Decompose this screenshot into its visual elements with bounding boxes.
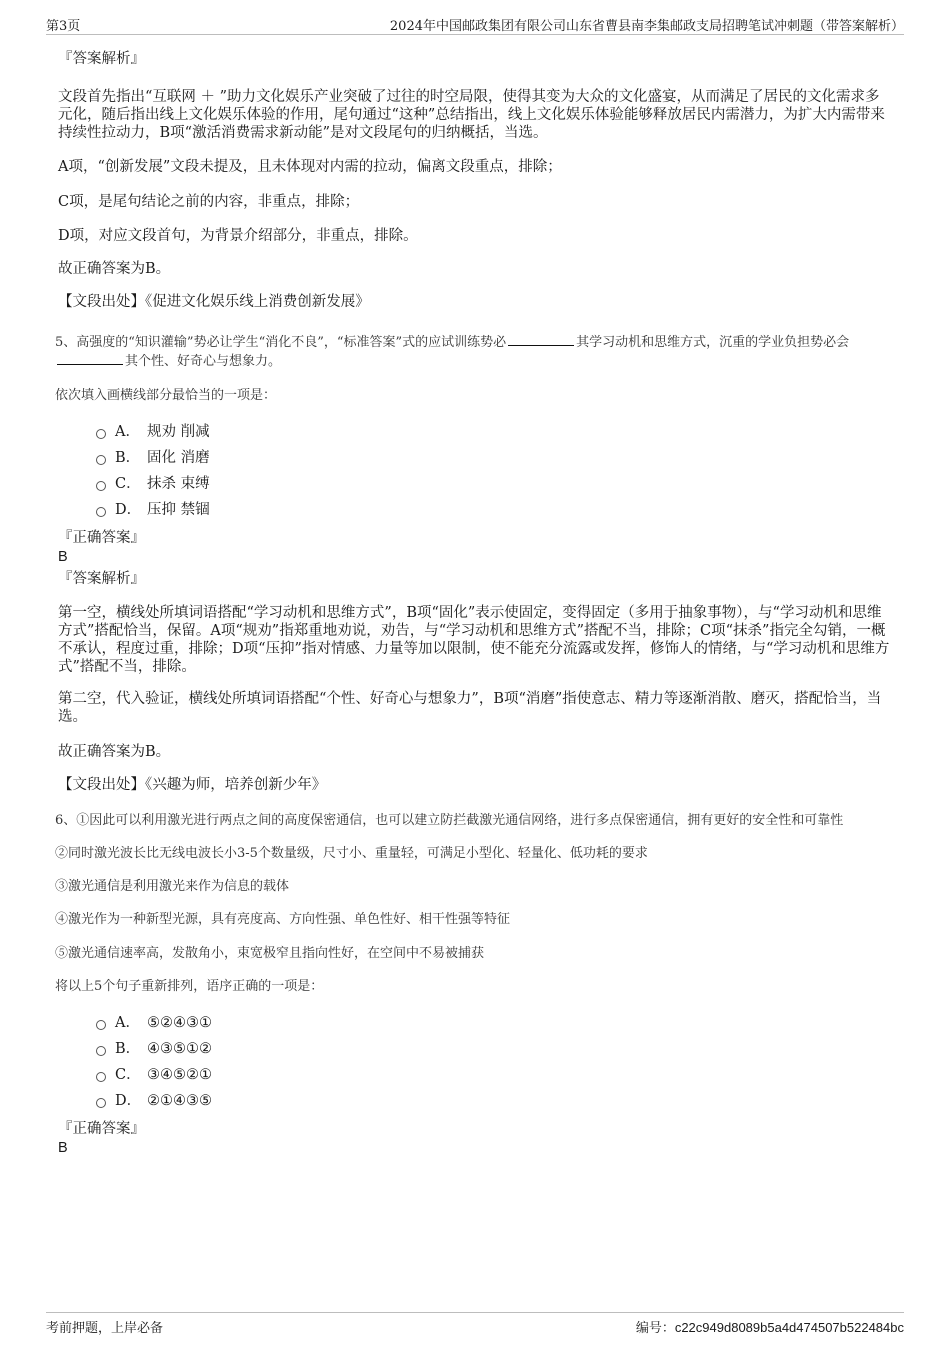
option-b[interactable]: B． ④③⑤①② (96, 1039, 212, 1059)
conclusion: 故正确答案为B。 (58, 744, 171, 760)
sentence-2: ②同时激光波长比无线电波长小3-5个数量级，尺寸小、重量轻，可满足小型化、轻量化、低功耗的要求 (55, 846, 648, 861)
option-a[interactable]: A． ⑤②④③① (96, 1013, 212, 1033)
analysis-paragraph: 第一空，横线处所填词语搭配“学习动机和思维方式”，B项“固化”表示使固定，变得固定（多用于抽象事物），与“学习动机和思维方式”搭配恰当，保留。A项“规劝”指郑重地劝说，劝告，与“学习动机和思维方式”搭配不当，排除；C项“抹杀”指完全勾销，一概不承认，程度过重，排除；D项“压抑”指对情感、力量等加以限制，使不能充分流露或发挥，修饰人的情绪，与“学习动机和思维方式”搭配不当，排除。 (58, 605, 890, 675)
question-instruction: 将以上5个句子重新排列，语序正确的一项是： (55, 979, 324, 994)
radio-icon[interactable] (96, 1098, 106, 1108)
page-header (46, 14, 904, 35)
sentence-4: ④激光作为一种新型光源，具有亮度高、方向性强、单色性好、相干性强等特征 (55, 912, 511, 927)
analysis-paragraph: C项，是尾句结论之前的内容，非重点，排除； (58, 194, 360, 210)
analysis-label: 『答案解析』 (58, 51, 145, 67)
radio-icon[interactable] (96, 455, 106, 465)
radio-icon[interactable] (96, 1046, 106, 1056)
conclusion: 故正确答案为B。 (58, 261, 171, 277)
question-stem: 5、高强度的“知识灌输”势必让学生“消化不良”，“标准答案”式的应试训练势必 其学习动机和思维方式，沉重的学业负担势必会其个性、好奇心与想象力。 (55, 335, 850, 369)
option-d[interactable]: D． 压抑 禁锢 (96, 500, 210, 520)
sentence-1: 6、①因此可以利用激光进行两点之间的高度保密通信，也可以建立防拦截激光通信网络，进行多点保密通信，拥有更好的安全性和可靠性 (55, 813, 844, 828)
analysis-paragraph: A项，“创新发展”文段未提及，且未体现对内需的拉动，偏离文段重点，排除； (58, 159, 562, 175)
analysis-paragraph: 文段首先指出“互联网 ＋ ”助力文化娱乐产业突破了过往的时空局限，使得其变为大众的文化盛宴，从而满足了居民的文化需求多元化，随后指出线上文化娱乐体验的作用，尾句通过“这种”总结指出，线上文化娱乐体验能够释放居民内需潜力，为扩大内需带来持续性拉动力，B项“激活消费需求新动能”是对文段尾句的归纳概括，当选。 (58, 89, 885, 141)
source-citation: 【文段出处】《促进文化娱乐线上消费创新发展》 (58, 294, 370, 310)
sentence-5: ⑤激光通信速率高，发散角小，束宽极窄且指向性好，在空间中不易被捕获 (55, 946, 485, 961)
footer-slogan: 考前押题，上岸必备 (46, 1321, 164, 1336)
radio-icon[interactable] (96, 1020, 106, 1030)
source-citation: 【文段出处】《兴趣为师，培养创新少年》 (58, 777, 327, 793)
radio-icon[interactable] (96, 429, 106, 439)
radio-icon[interactable] (96, 481, 106, 491)
document-code: 编号：c22c949d8089b5a4d474507b522484bc (635, 1320, 904, 1336)
answer-blank (57, 352, 123, 365)
answer-label: 『正确答案』 (58, 530, 145, 546)
option-c[interactable]: C． 抹杀 束缚 (96, 474, 210, 494)
option-d[interactable]: D． ②①④③⑤ (96, 1091, 212, 1111)
option-a[interactable]: A． 规劝 削减 (96, 422, 210, 442)
page-footer (46, 1312, 904, 1337)
option-b[interactable]: B． 固化 消磨 (96, 448, 210, 468)
answer-label: 『正确答案』 (58, 1121, 145, 1137)
analysis-paragraph: D项，对应文段首句，为背景介绍部分，非重点，排除。 (58, 228, 418, 244)
radio-icon[interactable] (96, 507, 106, 517)
page-number: 第3页 (46, 19, 81, 34)
sentence-3: ③激光通信是利用激光来作为信息的载体 (55, 879, 290, 894)
answer-blank (508, 333, 574, 346)
answer-value: B (58, 1140, 68, 1156)
radio-icon[interactable] (96, 1072, 106, 1082)
answer-value: B (58, 549, 68, 565)
analysis-paragraph: 第二空，代入验证，横线处所填词语搭配“个性、好奇心与想象力”，B项“消磨”指使意志、精力等逐渐消散、磨灭，搭配恰当，当选。 (58, 691, 882, 725)
question-instruction: 依次填入画横线部分最恰当的一项是： (55, 388, 277, 403)
analysis-label: 『答案解析』 (58, 571, 145, 587)
document-title: 2024年中国邮政集团有限公司山东省曹县南李集邮政支局招聘笔试冲刺题（带答案解析） (389, 19, 904, 34)
option-c[interactable]: C． ③④⑤②① (96, 1065, 212, 1085)
